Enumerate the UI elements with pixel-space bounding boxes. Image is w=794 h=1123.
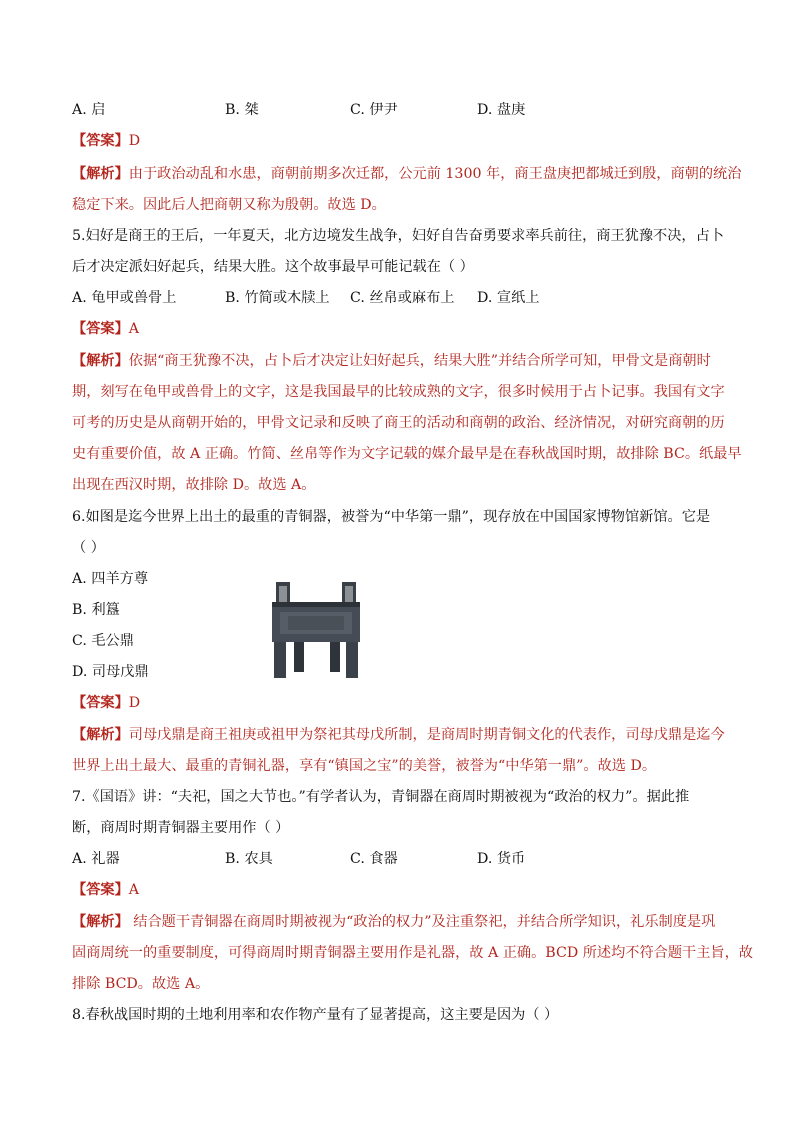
q4-option-d: D. 盘庚	[477, 102, 526, 118]
q5-option-d: D. 宣纸上	[477, 290, 540, 306]
q6-option-b: B. 利簋	[72, 602, 120, 618]
q5-answer: 【答案】A	[72, 321, 140, 337]
q7-analysis-line: 固商周统一的重要制度，可得商周时期青铜器主要用作是礼器，故 A 正确。BCD 所述均不符合题干主旨，故	[72, 945, 753, 961]
q7-option-b: B. 农具	[225, 851, 273, 867]
q6-analysis-line: 世界上出土最大、最重的青铜礼器，享有“镇国之宝”的美誉，被誉为“中华第一鼎”。故选 D。	[72, 758, 657, 774]
q5-analysis-line: 出现在西汉时期，故排除 D。故选 A。	[72, 477, 316, 493]
q6-stem-line: （ ）	[72, 540, 105, 556]
q7-option-a: A. 礼器	[72, 851, 120, 867]
q7-analysis-line: 排除 BCD。故选 A。	[72, 976, 210, 992]
q4-analysis-line: 稳定下来。因此后人把商朝又称为殷朝。故选 D。	[72, 197, 386, 213]
q4-analysis-line: 【解析】由于政治动乱和水患，商朝前期多次迁都，公元前 1300 年，商王盘庚把都城迁到殷，商朝的统治	[72, 166, 742, 182]
q7-answer: 【答案】A	[72, 882, 140, 898]
q6-option-d: D. 司母戊鼎	[72, 664, 149, 680]
q7-option-d: D. 货币	[477, 851, 526, 867]
ding-leg	[294, 642, 304, 672]
q5-option-b: B. 竹简或木牍上	[225, 290, 330, 306]
q4-answer: 【答案】D	[72, 133, 141, 149]
q7-option-c: C. 食器	[350, 851, 398, 867]
ding-leg	[346, 642, 358, 678]
ding-leg	[274, 642, 286, 678]
q4-option-b: B. 桀	[225, 102, 259, 118]
q5-option-a: A. 龟甲或兽骨上	[72, 290, 177, 306]
bronze-ding-image	[268, 580, 364, 684]
q6-answer: 【答案】D	[72, 695, 141, 711]
q5-analysis-line: 【解析】依据“商王犹豫不决，占卜后才决定让妇好起兵，结果大胜”并结合所学可知，甲骨文是商朝时	[72, 353, 711, 369]
q4-option-a: A. 启	[72, 102, 106, 118]
q5-stem-line: 后才决定派妇好起兵，结果大胜。这个故事最早可能记载在（ ）	[72, 259, 474, 275]
q5-analysis-line: 可考的历史是从商朝开始的，甲骨文记录和反映了商王的活动和商朝的政治、经济情况，对研究商朝的历	[72, 415, 725, 431]
q6-stem-line: 6.如图是迄今世界上出土的最重的青铜器，被誉为“中华第一鼎”，现存放在中国国家博物馆新馆。它是	[72, 509, 711, 525]
q5-option-c: C. 丝帛或麻布上	[350, 290, 455, 306]
q6-analysis-line: 【解析】司母戊鼎是商王祖庚或祖甲为祭祀其母戊所制，是商周时期青铜文化的代表作，司母戊鼎是迄今	[72, 727, 725, 743]
ding-leg	[330, 642, 340, 672]
q6-option-a: A. 四羊方尊	[72, 571, 149, 587]
q8-stem-line: 8.春秋战国时期的土地利用率和农作物产量有了显著提高，这主要是因为（ ）	[72, 1007, 559, 1023]
q6-option-c: C. 毛公鼎	[72, 633, 134, 649]
q4-option-c: C. 伊尹	[350, 102, 398, 118]
q5-analysis-line: 史有重要价值，故 A 正确。竹简、丝帛等作为文字记载的媒介最早是在春秋战国时期，故排除 BC。纸最早	[72, 446, 742, 462]
q7-stem-line: 7.《国语》讲：“夫祀，国之大节也。”有学者认为，青铜器在商周时期被视为“政治的权力”。据此推	[72, 789, 690, 805]
q5-analysis-line: 期，刻写在龟甲或兽骨上的文字，这是我国最早的比较成熟的文字，很多时候用于占卜记事。我国有文字	[72, 384, 725, 400]
q5-stem-line: 5.妇好是商王的王后，一年夏天，北方边境发生战争，妇好自告奋勇要求率兵前往，商王犹豫不决，占卜	[72, 228, 724, 244]
q7-stem-line: 断，商周时期青铜器主要用作（ ）	[72, 820, 290, 836]
q7-analysis-line: 【解析】 结合题干青铜器在商周时期被视为“政治的权力”及注重祭祀，并结合所学知识，礼乐制度是巩	[72, 914, 716, 930]
